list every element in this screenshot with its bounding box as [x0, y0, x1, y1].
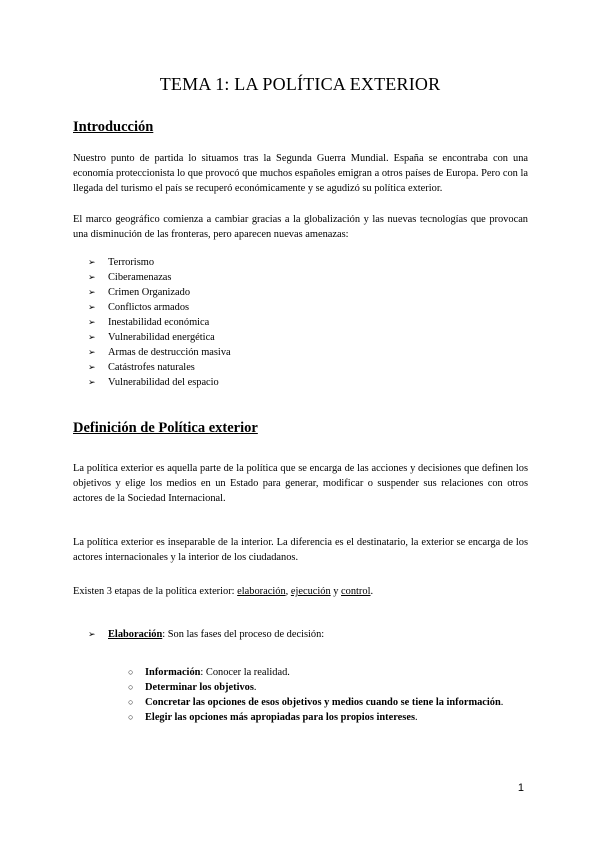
arrow-bullet-icon: ➢ [88, 317, 96, 327]
list-item-text: Armas de destrucción masiva [108, 347, 231, 358]
phase-bold: Elegir las opciones más apropiadas para los propios intereses [145, 712, 415, 723]
list-item [128, 665, 528, 680]
intro-paragraph-2: El marco geográfico comienza a cambiar gracias a la globalización y las nuevas tecnologías que provocan una disminución de las fronteras, pero aparecen nuevas amenazas: [73, 214, 528, 240]
list-item [88, 255, 231, 270]
list-item [88, 330, 231, 345]
arrow-bullet-icon: ➢ [88, 377, 96, 387]
stage-ejecucion: ejecución [290, 586, 331, 597]
arrow-bullet-icon: ➢ [88, 347, 96, 357]
list-item-text: Vulnerabilidad energética [108, 332, 215, 343]
list-item [88, 345, 231, 360]
stages-paragraph [73, 584, 528, 599]
list-item [128, 695, 528, 710]
phase-rest: : Conocer la realidad. [200, 667, 290, 678]
arrow-bullet-icon: ➢ [88, 362, 96, 372]
arrow-bullet-icon: ➢ [88, 272, 96, 282]
list-item [88, 285, 231, 300]
elaboracion-item [88, 627, 324, 642]
circle-bullet-icon: ○ [128, 667, 134, 677]
elaboracion-label: Elaboración [108, 629, 163, 640]
page-number: 1 [517, 782, 524, 794]
stage-elaboracion: elaboración [237, 586, 286, 597]
list-item-text: Conflictos armados [108, 302, 190, 313]
list-item-text: Crimen Organizado [108, 287, 191, 298]
stages-prefix: Existen 3 etapas de la política exterior: [73, 586, 238, 597]
list-item [88, 300, 231, 315]
list-item [88, 360, 231, 375]
definition-heading: Definición de Política exterior [73, 420, 258, 436]
stage-control: control [341, 586, 371, 597]
list-item [128, 710, 528, 725]
page-title: TEMA 1: LA POLÍTICA EXTERIOR [159, 74, 441, 94]
phase-bold: Determinar los objetivos [145, 682, 254, 693]
stages-separator: , [285, 586, 291, 597]
phase-bold: Concretar las opciones de esos objetivos y medios cuando se tiene la información [145, 697, 501, 708]
arrow-bullet-icon: ➢ [88, 332, 96, 342]
list-item [88, 315, 231, 330]
phases-list [128, 665, 528, 725]
arrow-bullet-icon: ➢ [88, 302, 96, 312]
list-item [88, 375, 231, 390]
phase-rest: . [253, 682, 257, 693]
phase-bold: Información [145, 667, 201, 678]
threats-list [88, 255, 231, 390]
stages-separator: y [330, 586, 342, 597]
phase-rest: . [500, 697, 504, 708]
list-item-text: Inestabilidad económica [108, 317, 210, 328]
list-item [128, 680, 528, 695]
circle-bullet-icon: ○ [128, 682, 134, 692]
list-item-text: Catástrofes naturales [108, 362, 195, 373]
intro-heading: Introducción [73, 119, 154, 135]
definition-paragraph-1: La política exterior es aquella parte de la política que se encarga de las acciones y decisiones que definen los objetivos y elige los medios en un Estado para generar, modificar o suspender sus relaciones con otros actores de la Sociedad Internacional. [73, 463, 528, 504]
intro-paragraph-1: Nuestro punto de partida lo situamos tras la Segunda Guerra Mundial. España se encontraba con una economía proteccionista lo que provocó que muchos españoles emigran a otros países de Europa. Pero con la llegada del turismo el país se recuperó económicamente y se agudizó su política exterior. [73, 153, 528, 194]
definition-paragraph-2: La política exterior es inseparable de la interior. La diferencia es el destinatario, la exterior se encarga de los actores internacionales y la interior de los ciudadanos. [73, 537, 528, 563]
list-item [88, 270, 231, 285]
list-item-text: Ciberamenazas [108, 272, 172, 283]
arrow-bullet-icon: ➢ [88, 287, 96, 297]
list-item-text: Vulnerabilidad del espacio [108, 377, 219, 388]
arrow-bullet-icon: ➢ [88, 257, 96, 267]
elaboracion-text: : Son las fases del proceso de decisión: [162, 629, 325, 640]
arrow-bullet-icon: ➢ [88, 629, 96, 639]
list-item-text: Terrorismo [108, 257, 155, 268]
circle-bullet-icon: ○ [128, 697, 134, 707]
phase-rest: . [415, 712, 418, 723]
circle-bullet-icon: ○ [128, 712, 134, 722]
stages-suffix: . [370, 586, 374, 597]
